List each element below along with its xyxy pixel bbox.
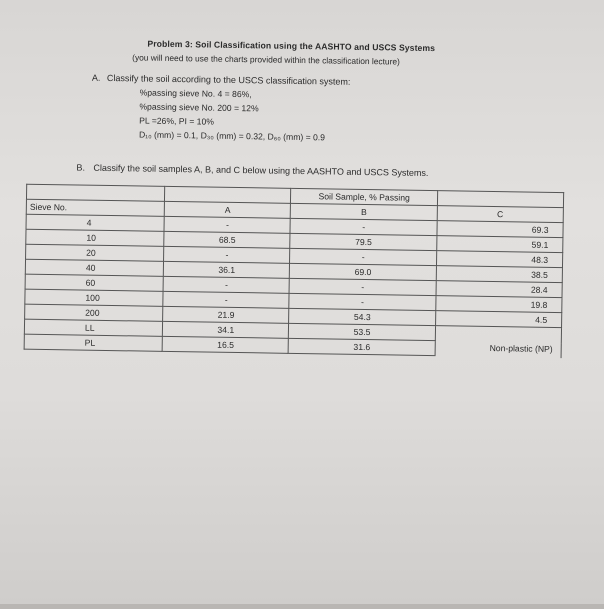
sample-a-cell: - xyxy=(164,216,290,233)
sample-c-cell: 28.4 xyxy=(436,281,562,298)
sample-b-cell: 31.6 xyxy=(289,338,436,355)
part-a-line: PL =26%, PI = 10% xyxy=(139,115,214,127)
problem-title: Problem 3: Soil Classification using the AASHTO and USCS Systems xyxy=(147,38,436,54)
sample-c-cell: Non-plastic (NP) xyxy=(435,326,562,358)
sieve-cell: PL xyxy=(24,334,162,351)
sample-b-cell: 69.0 xyxy=(290,263,437,280)
group-header: Soil Sample, % Passing xyxy=(291,188,438,205)
part-a-label: A. xyxy=(91,72,101,83)
sample-a-cell: - xyxy=(163,276,289,293)
sample-a-cell: 68.5 xyxy=(164,231,290,248)
part-a-instruction: Classify the soil according to the USCS classification system: xyxy=(106,72,351,87)
sample-c-cell: 19.8 xyxy=(436,296,562,313)
sample-b-cell: 79.5 xyxy=(290,233,437,250)
sample-a-cell: 16.5 xyxy=(162,336,288,353)
sample-b-cell: - xyxy=(290,248,437,265)
sieve-cell: 10 xyxy=(26,229,164,246)
sample-b-cell: 53.5 xyxy=(289,323,436,340)
part-a-line: %passing sieve No. 200 = 12% xyxy=(139,101,259,114)
sieve-cell: 20 xyxy=(26,244,164,261)
sample-c-cell: 48.3 xyxy=(436,251,562,268)
sample-a-cell: 21.9 xyxy=(163,306,289,323)
sample-b-header: B xyxy=(291,203,438,220)
sample-b-cell: - xyxy=(289,278,436,295)
sieve-cell: 200 xyxy=(25,304,163,321)
sieve-cell: 60 xyxy=(25,274,163,291)
sample-a-cell: 36.1 xyxy=(164,261,290,278)
sample-c-cell: 69.3 xyxy=(437,221,563,238)
sample-c-cell: 59.1 xyxy=(437,236,563,253)
sample-b-cell: - xyxy=(289,293,436,310)
sample-a-cell: - xyxy=(163,291,289,308)
sieve-cell: 4 xyxy=(26,214,164,231)
sample-a-cell: - xyxy=(164,246,290,263)
sieve-cell: 40 xyxy=(25,259,163,276)
part-b-label: B. xyxy=(76,162,86,173)
part-a-line: %passing sieve No. 4 = 86%, xyxy=(139,87,252,100)
problem-subtitle: (you will need to use the charts provided within the classification lecture) xyxy=(132,52,400,67)
sample-a-cell: 34.1 xyxy=(163,321,289,338)
sieve-header: Sieve No. xyxy=(26,199,164,216)
sieve-cell: 100 xyxy=(25,289,163,306)
sieve-cell: LL xyxy=(24,319,162,336)
sample-b-cell: - xyxy=(290,218,437,235)
sample-c-cell: 4.5 xyxy=(435,311,561,328)
part-a-line: D₁₀ (mm) = 0.1, D₃₀ (mm) = 0.32, D₆₀ (mm) = 0.9 xyxy=(138,129,326,143)
soil-sample-table xyxy=(24,184,565,358)
sample-a-header: A xyxy=(165,201,291,218)
part-b-instruction: Classify the soil samples A, B, and C below using the AASHTO and USCS Systems. xyxy=(93,162,429,179)
sample-c-header: C xyxy=(437,206,563,223)
sample-c-cell: 38.5 xyxy=(436,266,562,283)
sample-b-cell: 54.3 xyxy=(289,308,436,325)
